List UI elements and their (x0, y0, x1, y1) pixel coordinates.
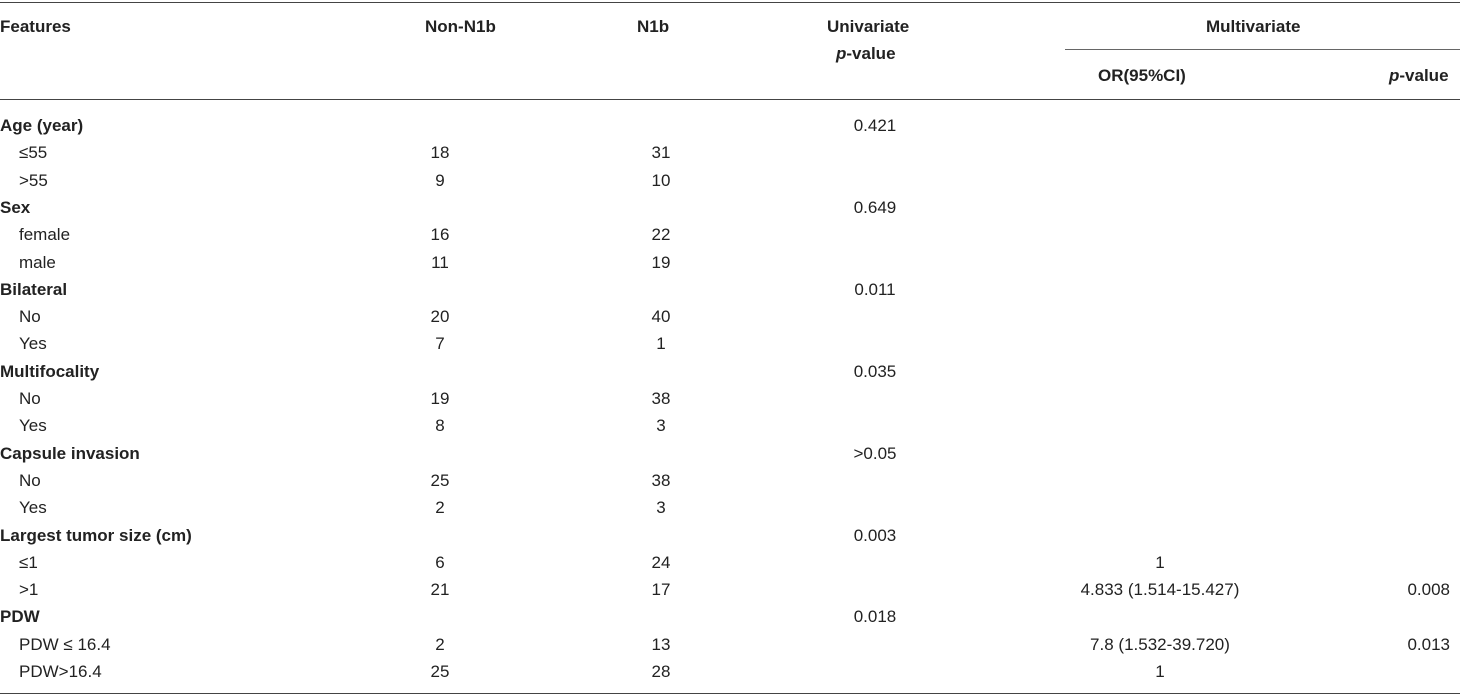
cell-n1b: 3 (656, 498, 666, 518)
table-group-row (0, 440, 1460, 467)
header-univariate: Univariate (827, 17, 910, 36)
header-n1b: N1b (637, 17, 670, 36)
row-label: No (19, 389, 41, 408)
cell-n1b: 24 (651, 552, 671, 572)
row-label: Bilateral (0, 279, 68, 299)
cell-or-ci: 7.8 (1.532-39.720) (1090, 634, 1230, 654)
table-row (0, 221, 1460, 248)
table-group-row (0, 194, 1460, 221)
row-label: Multifocality (0, 361, 100, 381)
table-row (0, 631, 1460, 658)
row-label: Sex (0, 197, 31, 217)
row-label: PDW>16.4 (19, 662, 102, 681)
row-label: Yes (19, 334, 47, 354)
cell-n1b: 17 (651, 580, 671, 600)
cell-non-n1b: 25 (430, 662, 450, 681)
cell-n1b: 3 (656, 416, 666, 436)
cell-n1b: 19 (651, 252, 671, 272)
row-label: PDW (0, 607, 40, 627)
cell-non-n1b: 16 (430, 225, 450, 245)
cell-non-n1b: 8 (435, 416, 445, 436)
cell-n1b: 38 (651, 470, 671, 490)
row-label: Age (year) (0, 116, 84, 135)
row-label: No (19, 307, 41, 327)
cell-multivariate-p: 0.008 (1407, 580, 1450, 600)
cell-univariate-p: 0.649 (853, 197, 897, 217)
table-row (0, 467, 1460, 494)
table-group-row (0, 603, 1460, 630)
cell-non-n1b: 2 (435, 498, 445, 518)
header-univariate-p-value (836, 42, 896, 66)
cell-n1b: 28 (651, 662, 671, 681)
table-row (0, 385, 1460, 412)
table-bottom-rule (0, 693, 1460, 694)
cell-n1b: 10 (651, 170, 671, 190)
row-label: >55 (19, 170, 48, 190)
p-value-suffix: -value (1399, 66, 1449, 85)
row-label: Largest tumor size (cm) (0, 525, 192, 545)
table-group-row (0, 358, 1460, 385)
row-label: female (19, 225, 71, 245)
cell-non-n1b: 25 (430, 470, 450, 490)
table-row (0, 494, 1460, 521)
header-multivariate: Multivariate (1206, 17, 1301, 36)
row-label: >1 (19, 580, 39, 600)
cell-non-n1b: 21 (430, 580, 450, 600)
cell-n1b: 40 (651, 307, 671, 327)
table-row (0, 658, 1460, 685)
cell-non-n1b: 18 (430, 143, 450, 163)
cell-non-n1b: 20 (430, 307, 450, 327)
header-bottom-rule (0, 99, 1460, 100)
table-top-rule (0, 2, 1460, 3)
row-label: ≤1 (19, 552, 38, 572)
header-non-n1b: Non-N1b (425, 17, 496, 36)
row-label: No (19, 470, 41, 490)
row-label: male (19, 252, 56, 272)
cell-non-n1b: 6 (435, 552, 445, 572)
row-label: PDW ≤ 16.4 (19, 634, 111, 654)
row-label: Yes (19, 416, 47, 436)
cell-multivariate-p: 0.013 (1407, 634, 1450, 654)
multivariate-underline (1065, 49, 1460, 50)
cell-univariate-p: 0.003 (853, 525, 897, 545)
row-label: ≤55 (19, 143, 48, 163)
table-row (0, 249, 1460, 276)
cell-n1b: 13 (651, 634, 671, 654)
table-group-row (0, 522, 1460, 549)
table-row (0, 139, 1460, 166)
p-value-suffix: -value (846, 44, 896, 63)
cell-or-ci: 1 (1155, 552, 1165, 572)
cell-non-n1b: 9 (435, 170, 445, 190)
table-row (0, 576, 1460, 603)
header-multivariate-p-value (1389, 64, 1449, 88)
cell-non-n1b: 2 (435, 634, 445, 654)
cell-n1b: 31 (651, 143, 671, 163)
cell-univariate-p: 0.035 (853, 361, 897, 381)
header-or-ci: OR(95%CI) (1098, 66, 1186, 85)
table-group-row (0, 276, 1460, 303)
cell-univariate-p: 0.421 (853, 116, 897, 135)
table-group-row (0, 112, 1460, 139)
header-features: Features (0, 17, 71, 36)
table-row (0, 412, 1460, 439)
cell-or-ci: 1 (1155, 662, 1165, 681)
row-label: Capsule invasion (0, 443, 140, 463)
table-row (0, 330, 1460, 357)
cell-univariate-p: 0.018 (853, 607, 897, 627)
cell-n1b: 22 (651, 225, 671, 245)
cell-n1b: 38 (651, 389, 671, 408)
table-row (0, 549, 1460, 576)
cell-n1b: 1 (656, 334, 666, 354)
cell-non-n1b: 7 (435, 334, 445, 354)
p-italic: p (836, 44, 847, 63)
cell-or-ci: 4.833 (1.514-15.427) (1080, 580, 1240, 600)
table-row (0, 167, 1460, 194)
cell-univariate-p: 0.011 (854, 279, 896, 299)
row-label: Yes (19, 498, 47, 518)
cell-univariate-p: >0.05 (853, 443, 897, 463)
p-italic: p (1389, 66, 1400, 85)
cell-non-n1b: 11 (431, 252, 449, 272)
cell-non-n1b: 19 (430, 389, 450, 408)
table-row (0, 303, 1460, 330)
